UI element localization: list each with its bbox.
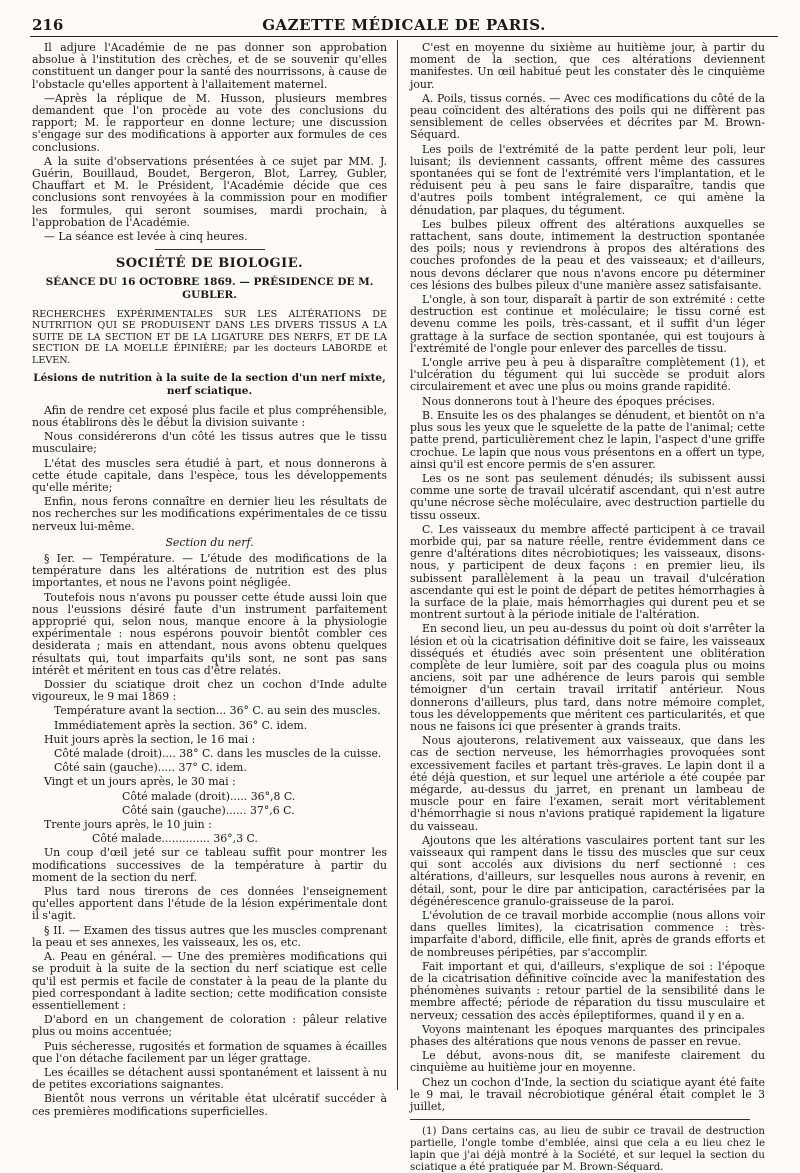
- paragraph: Fait important et qui, d'ailleurs, s'explique de soi : l'époque de la cicatrisation définitive coïncide avec la manifestation des phénomènes suivants : retour partiel de la sensibilité dans le membre affecté; période de réparation du tissu musculaire et nerveux; cessation des accès épileptiformes, quand il y en a.: [410, 959, 765, 1022]
- paragraph: En second lieu, un peu au-dessus du point où doit s'arrêter la lésion et où la cicatrisation définitive doit se faire, les vaisseaux disséqués et étudiés avec soin présentent une oblitération complète de leur lumière, soit par des coagula plus ou moins anciens, soit par une adhérence de leurs parois qui semble témoigner d'un certain travail irritatif antérieur. Nous donnerons d'ailleurs, plus tard, dans notre mémoire complet, tous les développements que méritent ces particularités, et que nous ne faisons ici que présenter à grands traits.: [410, 622, 765, 733]
- table-row: Côté malade (droit)..... 36°,8 C.: [122, 789, 296, 803]
- paragraph: C'est en moyenne du sixième au huitième jour, à partir du moment de la section, que ces altérations deviennent manifestes. Un œil habitué peut les constater dès le cinquième jour.: [410, 41, 765, 91]
- society-heading: SOCIÉTÉ DE BIOLOGIE.: [115, 256, 304, 272]
- paragraph: Plus tard nous tirerons de ces données l'enseignement qu'elles apportent dans l'étude de la lésion expérimentale dont il s'agit.: [32, 885, 387, 923]
- paragraph: Nous ajouterons, relativement aux vaisseaux, que dans les cas de section nerveuse, les hémorrhagies provoquées sont excessivement faciles et partant très-graves. Le lapin dont il a été déjà question, et sur lequel une artériole a été coupée par mégarde, au-dessus du jarret, en prenant un lambeau de muscle pour en faire l'examen, serait mort véritablement d'hémorrhagie si nous n'avions pratiqué rapidement la ligature du vaisseau.: [410, 734, 765, 833]
- paragraph: Puis sécheresse, rugosités et formation de squames à écailles que l'on détache facilement par un léger grattage.: [32, 1039, 387, 1065]
- paragraph: B. Ensuite les os des phalanges se dénudent, et bientôt on n'a plus sous les yeux que le squelette de la patte de l'animal; cette patte prend, particulièrement chez le lapin, l'aspect d'une griffe crochue. Le lapin que nous vous présentons en a offert un type, ainsi qu'il est encore permis de s'en assurer.: [410, 408, 765, 471]
- footnote: (1) Dans certains cas, au lieu de subir ce travail de destruction partielle, l'ongle tombe d'emblée, ainsi que cela a eu lieu chez le lapin que j'ai déjà montré à la Société, et sur lequel la section du sciatique a été pratiquée par M. Brown-Séquard.: [410, 1126, 765, 1173]
- page-number: 216: [32, 16, 64, 34]
- footnote-rule: [410, 1119, 750, 1120]
- paragraph: Les bulbes pileux offrent des altérations auxquelles se rattachent, sans doute, intimement la destruction spontanée des poils; nous y reviendrons à propos des altérations des couches profondes de la peau et des vaisseaux; et d'ailleurs, nous devons déclarer que nous n'avons encore pu déterminer ces lésions des bulbes pileux d'une manière assez satisfaisante.: [410, 217, 765, 292]
- paragraph: Bientôt nous verrons un véritable état ulcératif succéder à ces premières modifications superficielles.: [32, 1092, 387, 1118]
- paragraph: Nous donnerons tout à l'heure des époques précises.: [422, 394, 715, 408]
- table-row: Côté sain (gauche)..... 37° C. idem.: [54, 761, 247, 775]
- table-row: Température avant la section... 36° C. au sein des muscles.: [54, 704, 381, 718]
- paragraph: — La séance est levée à cinq heures.: [44, 230, 248, 244]
- paragraph: § Ier. — Température. — L'étude des modifications de la température dans les altérations de nutrition est des plus importantes, et nous ne l'avons point négligée.: [32, 552, 387, 590]
- paragraph: Chez un cochon d'Inde, la section du sciatique ayant été faite le 9 mai, le travail nécrobiotique général était complet le 3 juillet,: [410, 1075, 765, 1114]
- paragraph: § II. — Examen des tissus autres que les muscles comprenant la peau et ses annexes, les vaisseaux, les os, etc.: [32, 923, 387, 949]
- paragraph: Dossier du sciatique droit chez un cochon d'Inde adulte vigoureux, le 9 mai 1869 :: [32, 678, 387, 704]
- seance-heading: SÉANCE DU 16 OCTOBRE 1869. — PRÉSIDENCE DE M. GUBLER.: [45, 276, 374, 301]
- paragraph: Les os ne sont pas seulement dénudés; ils subissent aussi comme une sorte de travail ulcératif ascendant, qui n'est autre qu'une nécrose sèche moléculaire, avec destruction partielle du tissu osseux.: [410, 471, 765, 522]
- paragraph: Huit jours après la section, le 16 mai :: [44, 732, 256, 746]
- paragraph: Ajoutons que les altérations vasculaires portent tant sur les vaisseaux qui rampent dans le tissu des muscles que sur ceux qui sont accolés aux divisions du nerf sectionné : ces altérations, d'ailleurs, sur lesquelles nous aurons à revenir, en détail, sont, pour le dire par anticipation, caractérisées par la dégénérescence granulo-graisseuse de la paroi.: [410, 833, 765, 908]
- paragraph: Afin de rendre cet exposé plus facile et plus compréhensible, nous établirons dès le début la division suivante :: [32, 403, 387, 429]
- paragraph: C. Les vaisseaux du membre affecté participent à ce travail morbide qui, par sa nature réelle, rentre évidemment dans ce genre d'altérations dites nécrobiotiques; les vaisseaux, disons-nous, y participent de deux façons : en premier lieu, ils subissent parallèlement à la peau un travail d'ulcération ascendante qui est le point de départ de petites hémorrhagies à la surface de la plaie, mais hémorrhagies qui durent peu et se montrent surtout à la période initiale de l'altération.: [410, 522, 765, 622]
- paragraph: A la suite d'observations présentées à ce sujet par MM. J. Guérin, Bouillaud, Boudet, Bergeron, Blot, Larrey, Gubler, Chauffart et M. le Président, l'Académie décide que ces conclusions sont renvoyées à la commission pour en modifier les formules, qui seront soumises, mardi prochain, à l'approbation de l'Académie.: [32, 154, 387, 229]
- paragraph: Voyons maintenant les époques marquantes des principales phases des altérations que nous venons de passer en revue.: [410, 1022, 765, 1049]
- paragraph: L'évolution de ce travail morbide accomplie (nous allons voir dans quelles limites), la cicatrisation commence : très-imparfaite d'abord, difficile, elle finit, après de grands efforts et de nombreuses péripéties, par s'accomplir.: [410, 909, 765, 959]
- table-row: Côté malade (droit).... 38° C. dans les muscles de la cuisse.: [54, 747, 382, 761]
- paragraph: A. Poils, tissus cornés. — Avec ces modifications du côté de la peau coïncident des altérations des poils qui ne diffèrent pas sensiblement de celles observées et décrites par M. Brown-Séquard.: [410, 91, 765, 142]
- left-column: [32, 41, 387, 1118]
- section-heading: Section du nerf.: [165, 535, 254, 549]
- paragraph: Les écailles se détachent aussi spontanément et laissent à nu de petites excoriations saignantes.: [32, 1065, 387, 1092]
- table-row: Immédiatement après la section. 36° C. idem.: [54, 718, 308, 732]
- section-rule: [155, 249, 265, 250]
- paragraph: Un coup d'œil jeté sur ce tableau suffit pour montrer les modifications successives de la température à partir du moment de la section du nerf.: [32, 846, 387, 884]
- column-divider: [397, 40, 398, 1090]
- paragraph: A. Peau en général. — Une des premières modifications qui se produit à la suite de la section du nerf sciatique est celle qu'il est permis et facile de constater à la peau de la plante du pied correspondant à ladite section; cette modification consiste essentiellement :: [32, 950, 387, 1012]
- paragraph: Toutefois nous n'avons pu pousser cette étude aussi loin que nous l'eussions désiré faute d'un instrument parfaitement approprié qui, selon nous, manque encore à la physiologie expérimentale : nous espérons pouvoir bientôt combler ces desiderata ; mais en attendant, nous avons obtenu quelques résultats qui, tout imparfaits qu'ils sont, ne sont pas sans intérêt et méritent en tous cas d'être relatés.: [32, 590, 387, 677]
- paragraph: Il adjure l'Académie de ne pas donner son approbation absolue à l'institution des crèches, et de se souvenir qu'elles constituent un danger pour la santé des nourrissons, à cause de l'obstacle qu'elles apportent à l'allaitement maternel.: [32, 41, 387, 91]
- paragraph: Le début, avons-nous dit, se manifeste clairement du cinquième au huitième jour en moyenne.: [410, 1049, 765, 1075]
- article-title: RECHERCHES EXPÉRIMENTALES SUR LES ALTÉRATIONS DE NUTRITION QUI SE PRODUISENT DANS LES DIVERS TISSUS A LA SUITE DE LA SECTION ET DE LA LIGATURE DES NERFS, ET DE LA SECTION DE LA MOELLE ÉPINIÈRE; par les docteurs LABORDE et LEVEN.: [32, 308, 387, 366]
- paragraph: Les poils de l'extrémité de la patte perdent leur poli, leur luisant; ils deviennent cassants, offrent même des cassures spontanées qui se font de l'extrémité vers l'implantation, et le réduisent peu à peu sans le faire disparaître, tandis que d'autres poils tombent intégralement, ce qui amène la dénudation, par plaques, du tégument.: [410, 142, 765, 217]
- journal-title: GAZETTE MÉDICALE DE PARIS.: [262, 16, 546, 34]
- paragraph: L'état des muscles sera étudié à part, et nous donnerons à cette étude capitale, dans l'espèce, tous les développements qu'elle mérite;: [32, 456, 387, 494]
- paragraph: Nous considérerons d'un côté les tissus autres que le tissu musculaire;: [32, 430, 387, 456]
- subsection-heading: Lésions de nutrition à la suite de la section d'un nerf mixte, nerf sciatique.: [33, 372, 386, 397]
- paragraph: L'ongle arrive peu à peu à disparaître complètement (1), et l'ulcération du tégument qui lui succède se produit alors circulairement et avec une plus ou moins grande rapidité.: [410, 356, 765, 394]
- paragraph: Trente jours après, le 10 juin :: [44, 818, 212, 832]
- right-column: [410, 41, 765, 1173]
- paragraph: L'ongle, à son tour, disparaît à partir de son extrémité : cette destruction est continue et moléculaire; le tissu corné est devenu comme les poils, très-cassant, et il suffit d'un léger grattage à la surface de section spontanée, qui est toujours à l'extrémité de l'ongle pour enlever des parcelles de tissu.: [410, 293, 765, 355]
- paragraph: D'abord en un changement de coloration : pâleur relative plus ou moins accentuée;: [32, 1013, 387, 1039]
- paragraph: Enfin, nous ferons connaître en dernier lieu les résultats de nos recherches sur les modifications expérimentales de ce tissu nerveux lui-même.: [32, 495, 387, 533]
- paragraph: —Après la réplique de M. Husson, plusieurs membres demandent que l'on procède au vote des conclusions du rapport; M. le rapporteur en donne lecture; une discussion s'engage sur des modifications à apporter aux formules de ces conclusions.: [32, 91, 387, 154]
- page-header: [30, 14, 778, 37]
- paragraph: Vingt et un jours après, le 30 mai :: [44, 775, 236, 789]
- table-row: Côté malade.............. 36°,3 C.: [92, 832, 258, 846]
- table-row: Côté sain (gauche)...... 37°,6 C.: [122, 803, 295, 817]
